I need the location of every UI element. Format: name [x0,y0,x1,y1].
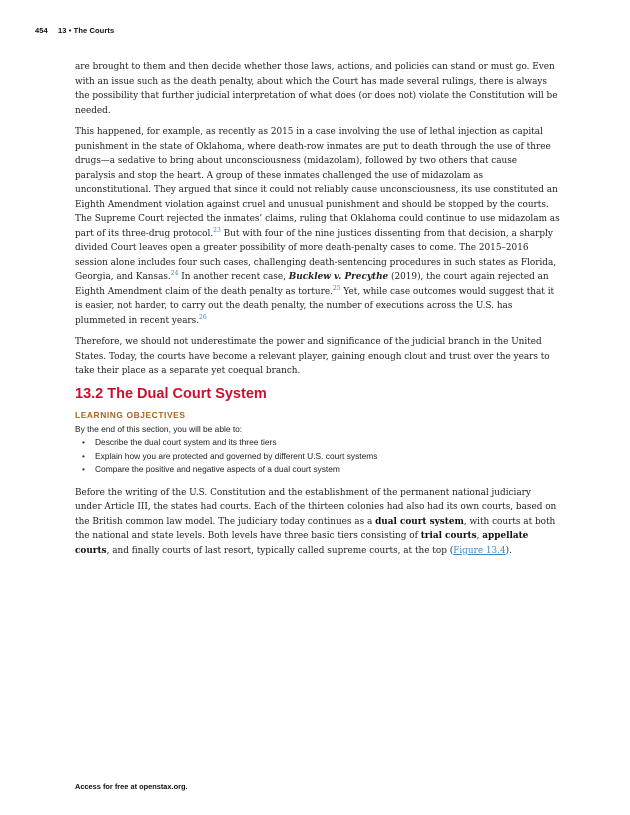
text-span: This happened, for example, as recently as 2015 in a case involving the use of lethal injection as capital punishment in the state of Oklahoma, where death-row inmates are put to death through the use of three drugs—a sedative to bring about unconsciousness (midazolam), followed by two others that cause paralysis and stop the heart. A group of these inmates challenged the use of midazolam as unconstitutional. They argued that since it could not reliably cause unconsciousness, its use constituted an Eighth Amendment violation against cruel and unusual punishment and should be stopped by the courts. The Supreme Court rejected the inmates’ claims, ruling that Oklahoma could continue to use midazolam as part of its three-drug protocol. [75,127,560,239]
learning-objectives-list [75,436,560,477]
text-span: , [476,531,483,541]
text-span: Yet, while case outcomes would suggest that it is easier, not harder, to carry out the death penalty, the number of executions across the U.S. has plummeted in recent years. [75,286,555,326]
learning-objectives-intro: By the end of this section, you will be able to: [75,423,243,434]
text-span: (2019), the court again rejected an Eighth Amendment claim of the death penalty as torture. [75,272,549,297]
learning-objectives-box [75,410,560,477]
footnote-ref-23[interactable]: 23 [213,226,221,234]
paragraph-lethal-injection [75,125,560,328]
key-term-trial-courts: trial courts [420,531,477,541]
footnote-ref-25[interactable]: 25 [332,284,341,292]
text-span: , and finally courts of last resort, typically called supreme courts, at the top ( [106,545,454,556]
paragraph-conclusion: Therefore, we should not underestimate the power and significance of the judicial branch in the United States. Today, the courts have become a relevant player, gaining enough clout and trust over the years to take their place as a separate yet coequal branch. [75,337,550,376]
footnote-ref-26[interactable]: 26 [199,313,207,321]
page-number: 454 [35,26,48,35]
page-content [75,60,560,565]
list-item: • Compare the positive and negative aspects of a dual court system [95,463,560,477]
key-term-appellate-courts: appellate courts [75,531,529,556]
text-span: Before the writing of the U.S. Constitution and the establishment of the permanent national judiciary under Article III, the states had courts. Each of the thirteen colonies had also had its own courts, based on the British common law model. The judiciary today continues as a [75,487,557,527]
case-name: Bucklew v. Precythe [288,272,389,282]
list-item: • Describe the dual court system and its three tiers [95,436,560,450]
key-term-dual-court-system: dual court system [375,516,464,527]
chapter-title: 13 • The Courts [58,26,115,35]
learning-objectives-title: LEARNING OBJECTIVES [75,409,186,420]
section-heading: 13.2 The Dual Court System [75,385,267,402]
text-span: , with courts at both the national and state levels. Both levels have three basic tiers consisting of [75,516,556,541]
text-span: In another recent case, [178,272,289,282]
text-span: But with four of the nine justices dissenting from that decision, a sharply divided Court leaves open a greater possibility of more death-penalty cases to come. The 2015–2016 session alone includes four such cases, challenging death-sentencing procedures in such states as Florida, Georgia, and Kansas. [75,228,557,282]
figure-link[interactable]: Figure 13.4 [453,545,506,556]
page-footer: Access for free at openstax.org. [75,782,188,791]
page-header [35,26,114,35]
list-item: • Explain how you are protected and governed by different U.S. court systems [95,450,560,464]
paragraph-intro: are brought to them and then decide whether those laws, actions, and policies can stand or must go. Even with an issue such as the death penalty, about which the Court has made several rulings, there is always the possibility that further judicial interpretation of what does (or does not) violate the Constitution will be needed. [75,62,558,116]
text-span: ). [505,545,512,556]
footnote-ref-24[interactable]: 24 [170,270,179,277]
paragraph-dual-court [75,486,560,559]
